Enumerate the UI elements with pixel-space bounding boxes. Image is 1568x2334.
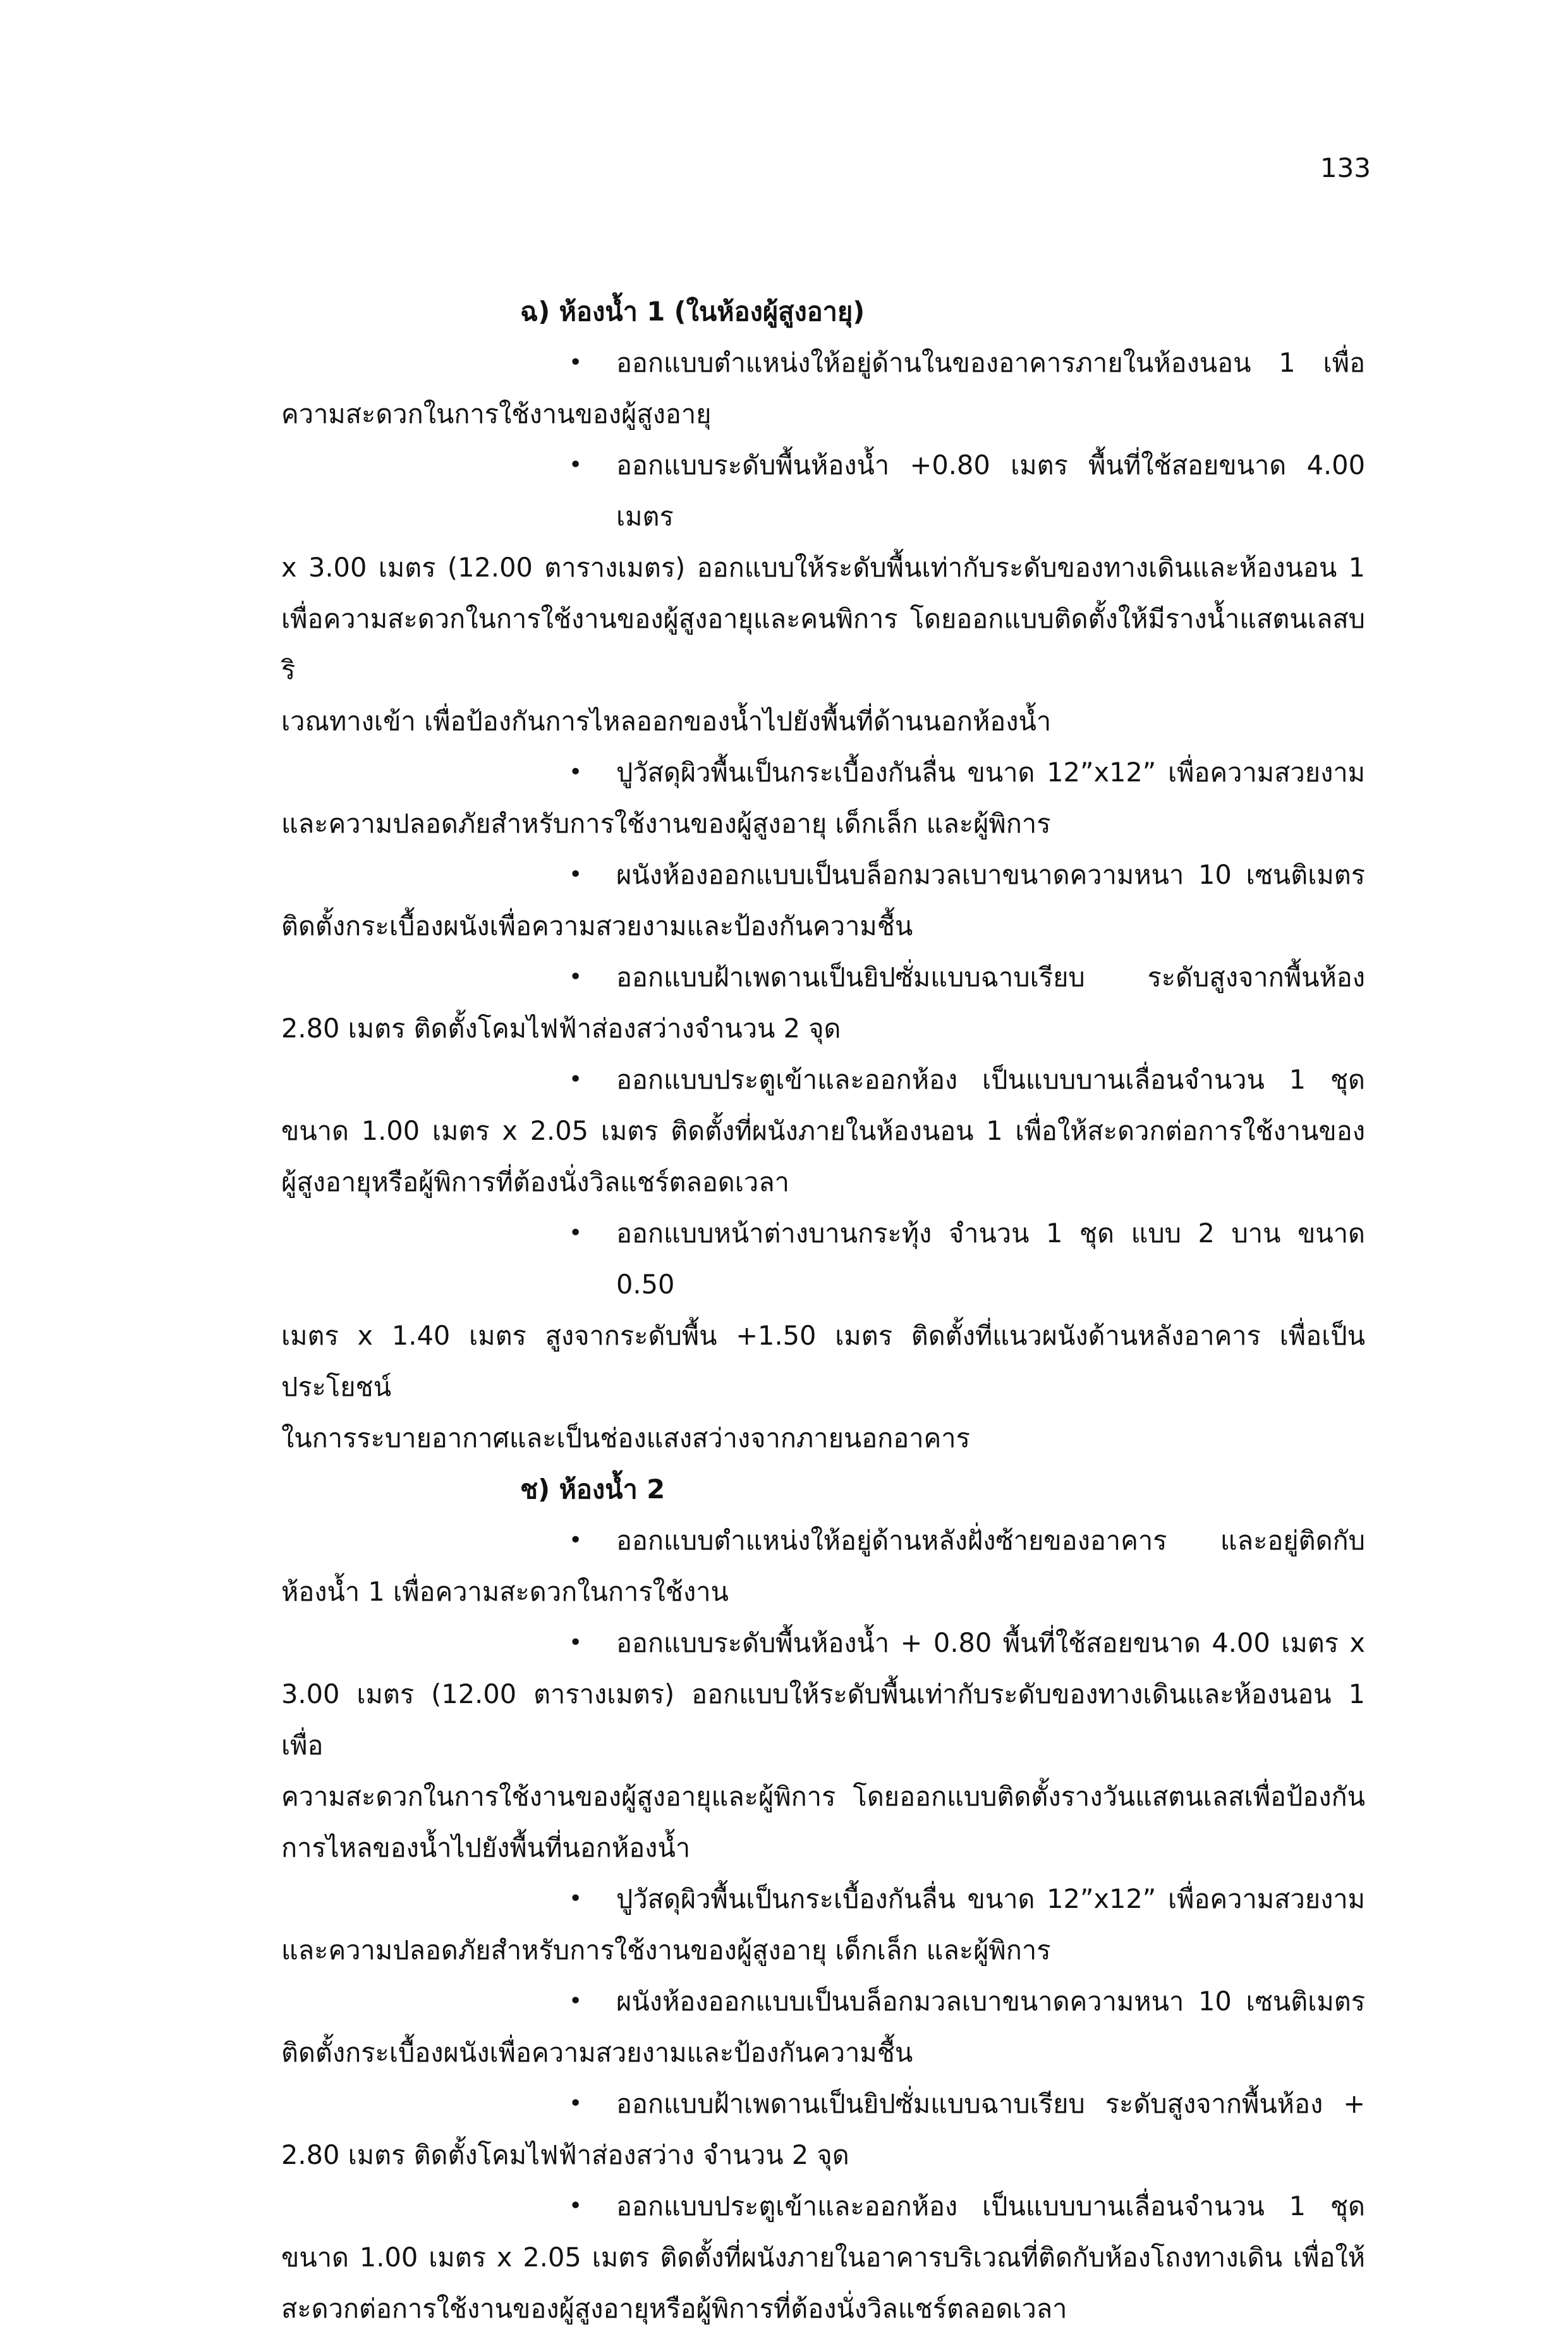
bullet-item [281,951,1365,1054]
bullet-icon: • [569,1527,583,1553]
bullet-first-line [281,2078,1365,2129]
bullet-text: ผนังห้องออกแบบเป็นบล็อกมวลเบาขนาดความหนา 10 เซนติเมตร [616,859,1365,890]
bullet-first-line [281,747,1365,798]
paragraph-line: 3.00 เมตร (12.00 ตารางเมตร) ออกแบบให้ระดับพื้นเท่ากับระดับของทางเดินและห้องนอน 1 เพื่อ [281,1678,1365,1761]
bullet-text: ออกแบบระดับพื้นห้องน้ำ +0.80 เมตร พื้นที่ใช้สอยขนาด 4.00 เมตร [616,449,1365,532]
bullet-first-line [281,951,1365,1003]
document-body [281,286,1365,2334]
bullet-text: ออกแบบตำแหน่งให้อยู่ด้านหลังฝั่งซ้ายของอาคาร และอยู่ติดกับ [616,1525,1365,1556]
bullet-first-line [281,439,1365,542]
paragraph-line: 2.80 เมตร ติดตั้งโคมไฟฟ้าส่องสว่าง จำนวน 2 จุด [281,2139,849,2170]
bullet-item [281,747,1365,849]
paragraph-line: เพื่อความสะดวกในการใช้งานของผู้สูงอายุและคนพิการ โดยออกแบบติดตั้งให้มีรางน้ำแสตนเลสบริ [281,603,1365,685]
bullet-icon: • [569,1886,583,1912]
bullet-text: ออกแบบระดับพื้นห้องน้ำ + 0.80 พื้นที่ใช้สอยขนาด 4.00 เมตร x [616,1627,1365,1658]
paragraph-line: ขนาด 1.00 เมตร x 2.05 เมตร ติดตั้งที่ผนังภายในห้องนอน 1 เพื่อให้สะดวกต่อการใช้งานของ [281,1115,1365,1146]
paragraph-line: ความสะดวกในการใช้งานของผู้สูงอายุและผู้พิการ โดยออกแบบติดตั้งรางวันแสตนเลสเพื่อป้องกัน [281,1781,1365,1812]
bullet-icon: • [569,2091,583,2117]
bullet-text: ออกแบบประตูเข้าและออกห้อง เป็นแบบบานเลื่อนจำนวน 1 ชุด [616,1064,1365,1095]
bullet-first-line [281,2180,1365,2232]
page-number: 133 [1320,152,1371,183]
bullet-item [281,1054,1365,1207]
bullet-item [281,2078,1365,2180]
bullet-icon: • [569,1988,583,2014]
paragraph-line: การไหลของน้ำไปยังพื้นที่นอกห้องน้ำ [281,1832,691,1863]
bullet-icon: • [569,1066,583,1092]
bullet-item [281,1207,1365,1463]
bullet-item [281,2180,1365,2334]
paragraph-line: เมตร x 1.40 เมตร สูงจากระดับพื้น +1.50 เมตร ติดตั้งที่แนวผนังด้านหลังอาคาร เพื่อเป็นประโยชน์ [281,1320,1365,1402]
bullet-icon: • [569,1220,583,1246]
paragraph-line: ขนาด 1.00 เมตร x 2.05 เมตร ติดตั้งที่ผนังภายในอาคารบริเวณที่ติดกับห้องโถงทางเดิน เพื่อให้ [281,2242,1365,2273]
paragraph-line: และความปลอดภัยสำหรับการใช้งานของผู้สูงอายุ เด็กเล็ก และผู้พิการ [281,1934,1051,1965]
bullet-item [281,849,1365,951]
paragraph-line: เวณทางเข้า เพื่อป้องกันการไหลออกของน้ำไปยังพื้นที่ด้านนอกห้องน้ำ [281,706,1052,736]
bullet-icon: • [569,350,583,376]
bullet-icon: • [569,862,583,888]
bullet-text: ออกแบบตำแหน่งให้อยู่ด้านในของอาคารภายในห้องนอน 1 เพื่อ [616,347,1365,378]
bullet-first-line [281,337,1365,388]
paragraph-line: และความปลอดภัยสำหรับการใช้งานของผู้สูงอายุ เด็กเล็ก และผู้พิการ [281,808,1051,839]
paragraph-line: ติดตั้งกระเบื้องผนังเพื่อความสวยงามและป้องกันความชื้น [281,910,913,941]
bullet-icon: • [569,2193,583,2219]
paragraph-line: ติดตั้งกระเบื้องผนังเพื่อความสวยงามและป้องกันความชื้น [281,2037,913,2068]
paragraph-line: ความสะดวกในการใช้งานของผู้สูงอายุ [281,398,712,429]
bullet-icon: • [569,964,583,990]
bullet-text: ออกแบบประตูเข้าและออกห้อง เป็นแบบบานเลื่อนจำนวน 1 ชุด [616,2190,1365,2221]
bullet-text: ปูวัสดุผิวพื้นเป็นกระเบื้องกันลื่น ขนาด 12”x12” เพื่อความสวยงาม [616,1883,1365,1914]
bullet-item [281,439,1365,747]
bullet-item [281,1976,1365,2078]
paragraph-line: 2.80 เมตร ติดตั้งโคมไฟฟ้าส่องสว่างจำนวน 2 จุด [281,1013,841,1044]
bullet-first-line [281,1976,1365,2027]
bullet-item [281,337,1365,439]
bullet-text: ออกแบบหน้าต่างบานกระทุ้ง จำนวน 1 ชุด แบบ 2 บาน ขนาด 0.50 [616,1218,1365,1300]
section-heading: ฉ) ห้องน้ำ 1 (ในห้องผู้สูงอายุ) [520,296,865,327]
section-heading: ช) ห้องน้ำ 2 [520,1474,665,1505]
paragraph-line: ในการระบายอากาศและเป็นช่องแสงสว่างจากภายนอกอาคาร [281,1422,970,1453]
bullet-first-line [281,849,1365,900]
bullet-item [281,1617,1365,1873]
bullet-text: ปูวัสดุผิวพื้นเป็นกระเบื้องกันลื่น ขนาด 12”x12” เพื่อความสวยงาม [616,757,1365,788]
bullet-item [281,1873,1365,1976]
paragraph-line: สะดวกต่อการใช้งานของผู้สูงอายุหรือผู้พิการที่ต้องนั่งวิลแชร์ตลอดเวลา [281,2293,1067,2324]
bullet-text: ผนังห้องออกแบบเป็นบล็อกมวลเบาขนาดความหนา 10 เซนติเมตร [616,1986,1365,2017]
bullet-text: ออกแบบฝ้าเพดานเป็นยิปซั่มแบบฉาบเรียบ ระดับสูงจากพื้นห้อง + [616,2088,1365,2119]
bullet-first-line [281,1207,1365,1310]
bullet-text: ออกแบบฝ้าเพดานเป็นยิปซั่มแบบฉาบเรียบ ระดับสูงจากพื้นห้อง [616,962,1365,993]
paragraph-line: ผู้สูงอายุหรือผู้พิการที่ต้องนั่งวิลแชร์ตลอดเวลา [281,1166,789,1197]
bullet-first-line [281,1054,1365,1105]
bullet-first-line [281,1873,1365,1924]
bullet-item [281,1515,1365,1617]
bullet-icon: • [569,759,583,785]
paragraph-line: ห้องน้ำ 1 เพื่อความสะดวกในการใช้งาน [281,1576,729,1607]
bullet-first-line [281,1617,1365,1668]
bullet-icon: • [569,1630,583,1656]
paragraph-line: x 3.00 เมตร (12.00 ตารางเมตร) ออกแบบให้ระดับพื้นเท่ากับระดับของทางเดินและห้องนอน 1 [281,552,1365,583]
bullet-icon: • [569,452,583,478]
bullet-first-line [281,1515,1365,1566]
